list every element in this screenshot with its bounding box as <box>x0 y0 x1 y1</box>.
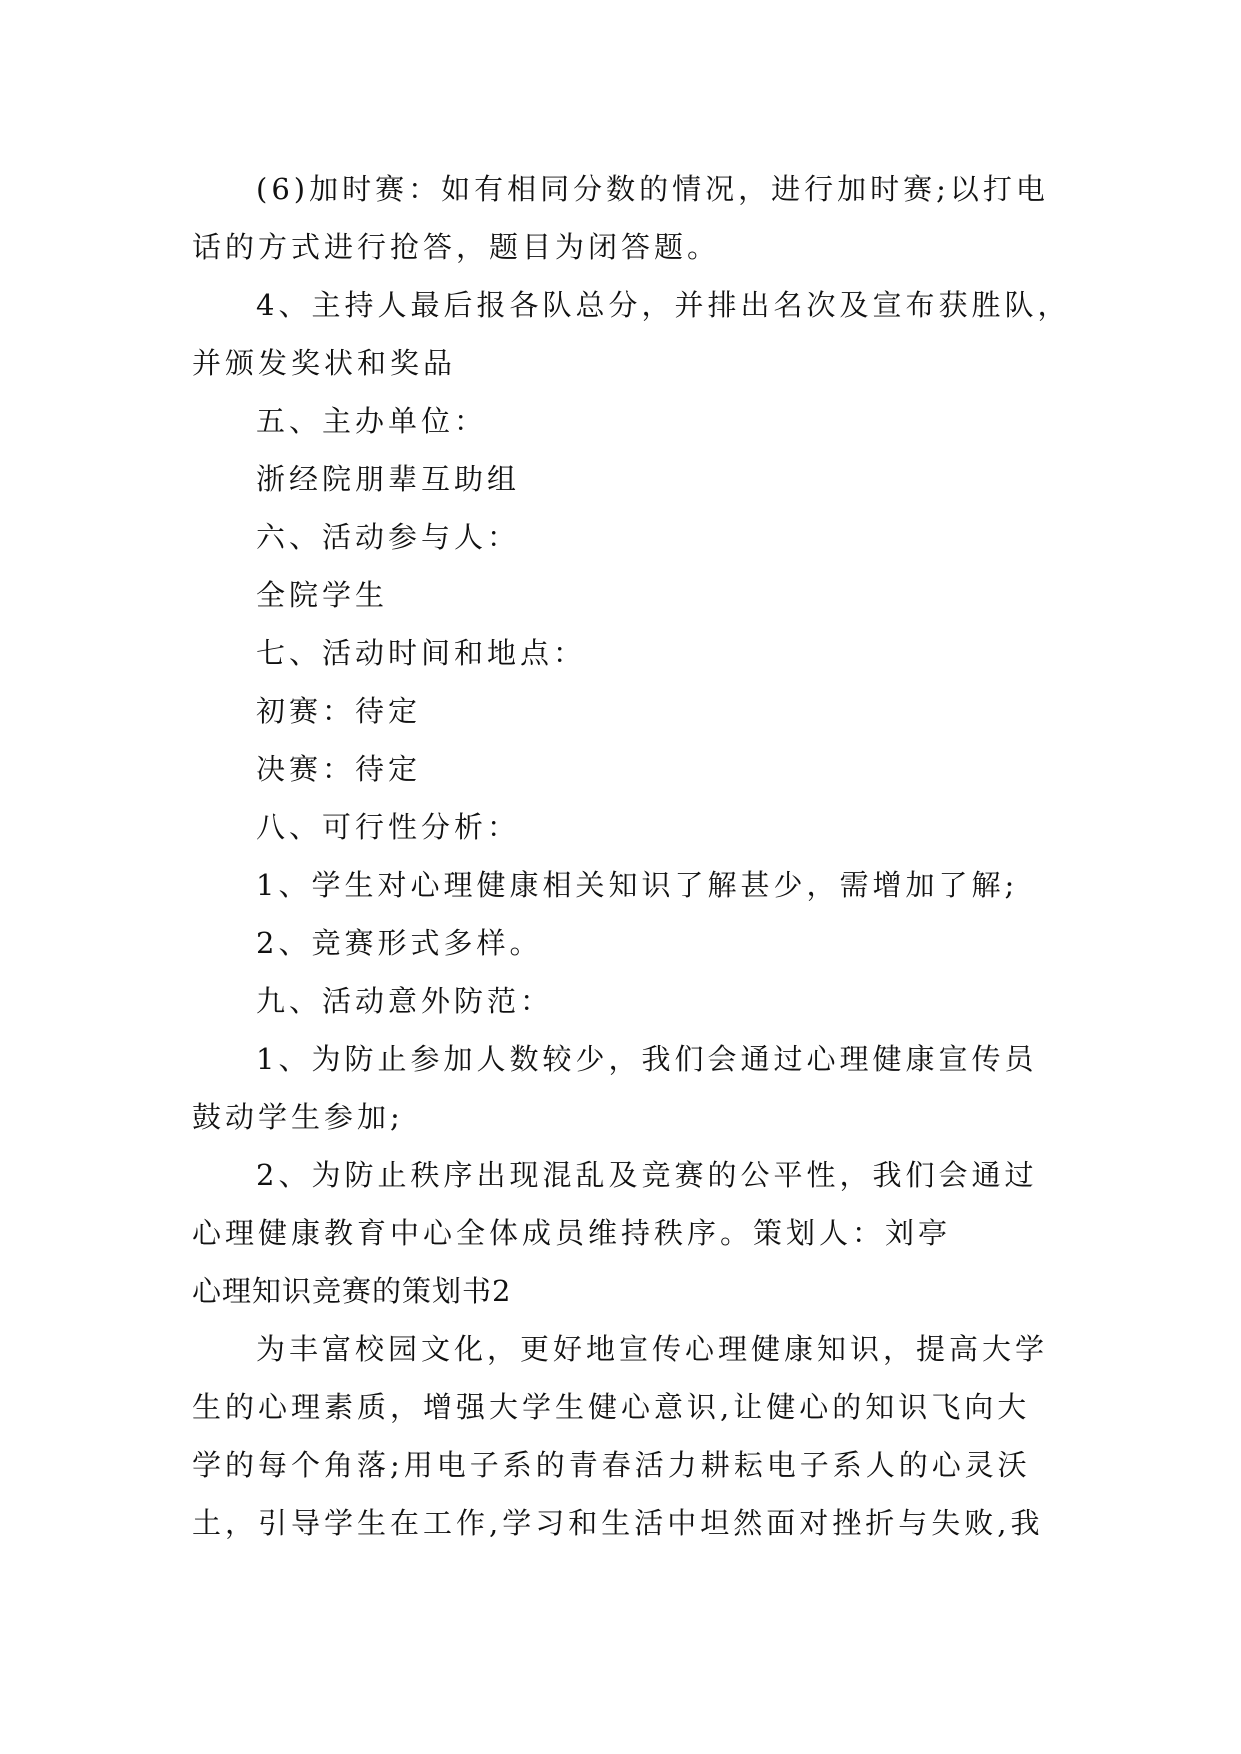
paragraph-line: 决赛：待定 <box>256 752 422 786</box>
section-heading: 七、活动时间和地点： <box>256 636 587 670</box>
paragraph-line: 4、主持人最后报各队总分，并排出名次及宣布获胜队， <box>256 288 1071 322</box>
paragraph-line: 2、竞赛形式多样。 <box>256 926 543 960</box>
paragraph-line: 初赛：待定 <box>256 694 422 728</box>
paragraph-line: 为丰富校园文化，更好地宣传心理健康知识，提高大学 <box>256 1332 1049 1366</box>
paragraph-line: 1、为防止参加人数较少，我们会通过心理健康宣传员 <box>256 1042 1038 1076</box>
paragraph-line: 全院学生 <box>256 578 389 612</box>
paragraph-line: 心理健康教育中心全体成员维持秩序。策划人：刘亭 <box>192 1216 952 1250</box>
paragraph-line: 2、为防止秩序出现混乱及竞赛的公平性，我们会通过 <box>256 1158 1038 1192</box>
paragraph-line: 1、学生对心理健康相关知识了解甚少，需增加了解; <box>256 868 1019 902</box>
section-heading: 八、可行性分析： <box>256 810 521 844</box>
section-heading: 六、活动参与人： <box>256 520 521 554</box>
paragraph-line: 话的方式进行抢答，题目为闭答题。 <box>192 230 721 264</box>
document-body <box>192 160 1072 1552</box>
section-heading: 九、活动意外防范： <box>256 984 554 1018</box>
paragraph-line: 生的心理素质，增强大学生健心意识,让健心的知识飞向大 <box>192 1390 1031 1424</box>
document-subtitle: 心理知识竞赛的策划书2 <box>192 1274 512 1308</box>
paragraph-line: 并颁发奖状和奖品 <box>192 346 457 380</box>
paragraph-line: (6)加时赛：如有相同分数的情况，进行加时赛;以打电 <box>256 172 1049 206</box>
paragraph-line: 浙经院朋辈互助组 <box>256 462 521 496</box>
paragraph-line: 学的每个角落;用电子系的青春活力耕耘电子系人的心灵沃 <box>192 1448 1031 1482</box>
section-heading: 五、主办单位： <box>256 404 488 438</box>
paragraph-line: 鼓动学生参加; <box>192 1100 404 1134</box>
paragraph-line: 土，引导学生在工作,学习和生活中坦然面对挫折与失败,我 <box>192 1506 1044 1540</box>
